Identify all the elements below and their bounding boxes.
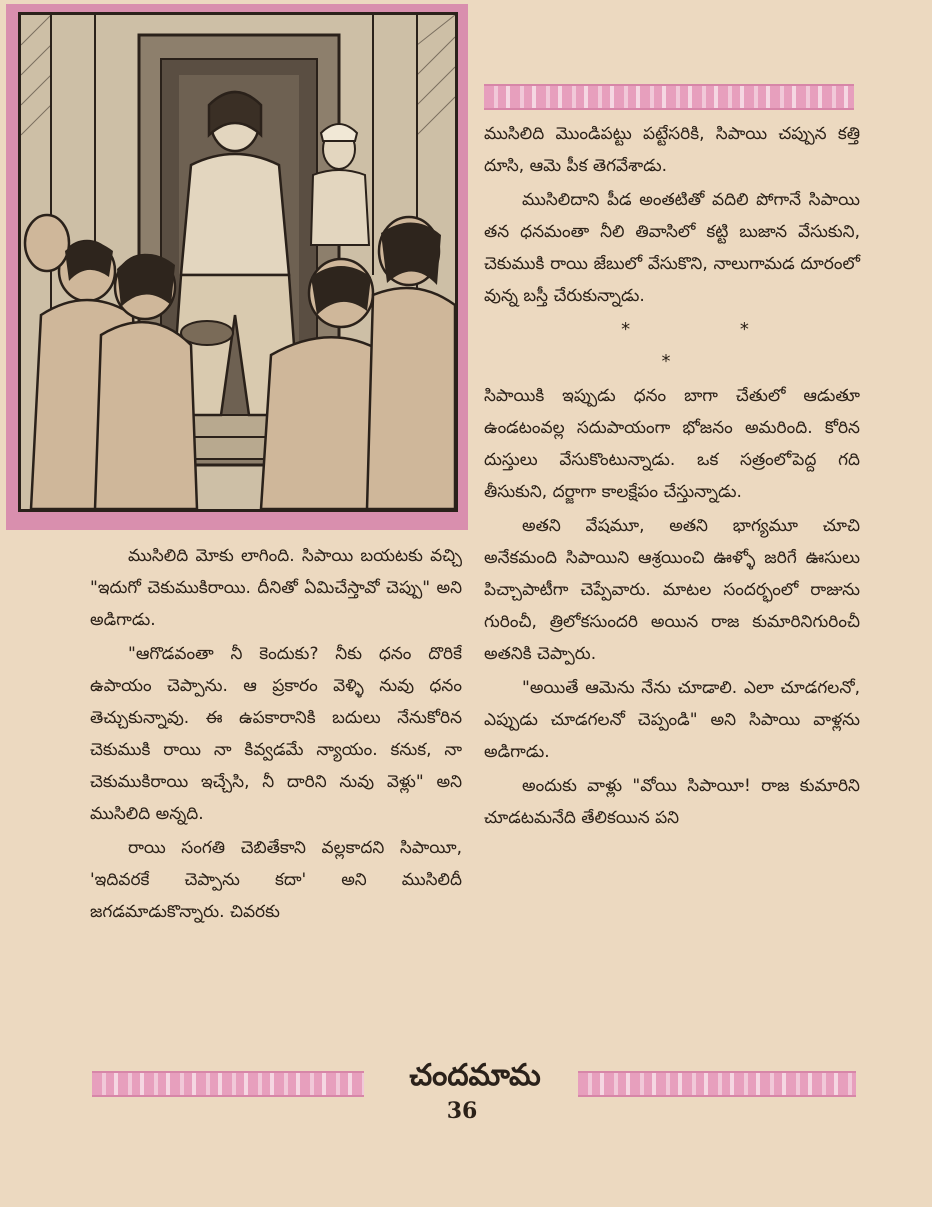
- paragraph: అతని వేషమూ, అతని భాగ్యమూ చూచి అనేకమంది సిపాయిని ఆశ్రయించి ఊళ్ళో జరిగే ఊసులు పిచ్చాపాటీగా చెప్పేవారు. మాటల సందర్భంలో రాజును గురించీ, త్రిలోకసుందరి అయిన రాజ కుమారినిగురించీ అతనికి చెప్పారు.: [484, 516, 860, 664]
- paragraph: ముసిలిదాని పీడ అంతటితో వదిలి పోగానే సిపాయి తన ధనమంతా నీలి తివాసిలో కట్టి బుజాన వేసుకుని, చెకుముకి రాయి జేబులో వేసుకొని, నాలుగామడ దూరంలో వున్న బస్తీ చేరుకున్నాడు.: [484, 190, 860, 306]
- paragraph: ముసిలిది మొండిపట్టు పట్టేసరికి, సిపాయి చప్పున కత్తి దూసి, ఆమె పీక తెగవేశాడు.: [484, 124, 860, 176]
- paragraph: సిపాయికి ఇప్పుడు ధనం బాగా చేతులో ఆడుతూ ఉండటంవల్ల సదుపాయంగా భోజనం అమరింది. కోరిన దుస్తులు వేసుకొంటున్నాడు. ఒక సత్రంలోపెద్ద గది తీసుకుని, దర్జాగా కాలక్షేపం చేస్తున్నాడు.: [484, 386, 860, 502]
- magazine-title: చందమామ: [409, 1058, 541, 1093]
- paragraph: ముసిలిది మోకు లాగింది. సిపాయి బయటకు వచ్చి "ఇదుగో చెకుముకిరాయి. దీనితో ఏమిచేస్తావో చెప్పు" అని అడిగాడు.: [90, 546, 462, 630]
- paragraph: "ఆగొడవంతా నీ కెందుకు? నీకు ధనం దొరికే ఉపాయం చెప్పాను. ఆ ప్రకారం వెళ్ళి నువు ధనం తెచ్చుకున్నావు. ఈ ఉపకారానికి బదులు నేనుకోరిన చెకుముకి రాయి నా కివ్వడమే న్యాయం. కనుక, నా చెకుముకిరాయి ఇచ్చేసి, నీ దారిని నువు వెళ్లు" అని ముసిలిది అన్నది.: [90, 644, 462, 824]
- page-number: 36: [446, 1098, 478, 1124]
- decorative-border-top: [484, 84, 854, 110]
- paragraph: అందుకు వాళ్లు "వోయి సిపాయీ! రాజ కుమారిని చూడటమనేది తేలికయిన పని: [484, 776, 860, 828]
- paragraph: "అయితే ఆమెను నేను చూడాలి. ఎలా చూడగలనో, ఎప్పుడు చూడగలనో చెప్పండి" అని సిపాయి వాళ్లను అడిగాడు.: [484, 678, 860, 762]
- story-illustration: [18, 12, 458, 512]
- left-text-column: [90, 540, 462, 930]
- decorative-border-footer-left: [92, 1071, 364, 1097]
- story-illustration-frame: [6, 4, 468, 530]
- right-text-column: [484, 118, 860, 836]
- decorative-border-footer-right: [578, 1071, 856, 1097]
- section-separator: * * *: [621, 319, 801, 372]
- illustration-drawing: [21, 15, 455, 509]
- paragraph: రాయి సంగతి చెబితేకాని వల్లకాదని సిపాయీ, 'ఇదివరకే చెప్పాను కదా' అని ముసిలిదీ జగడమాడుకొన్నారు. చివరకు: [90, 838, 462, 922]
